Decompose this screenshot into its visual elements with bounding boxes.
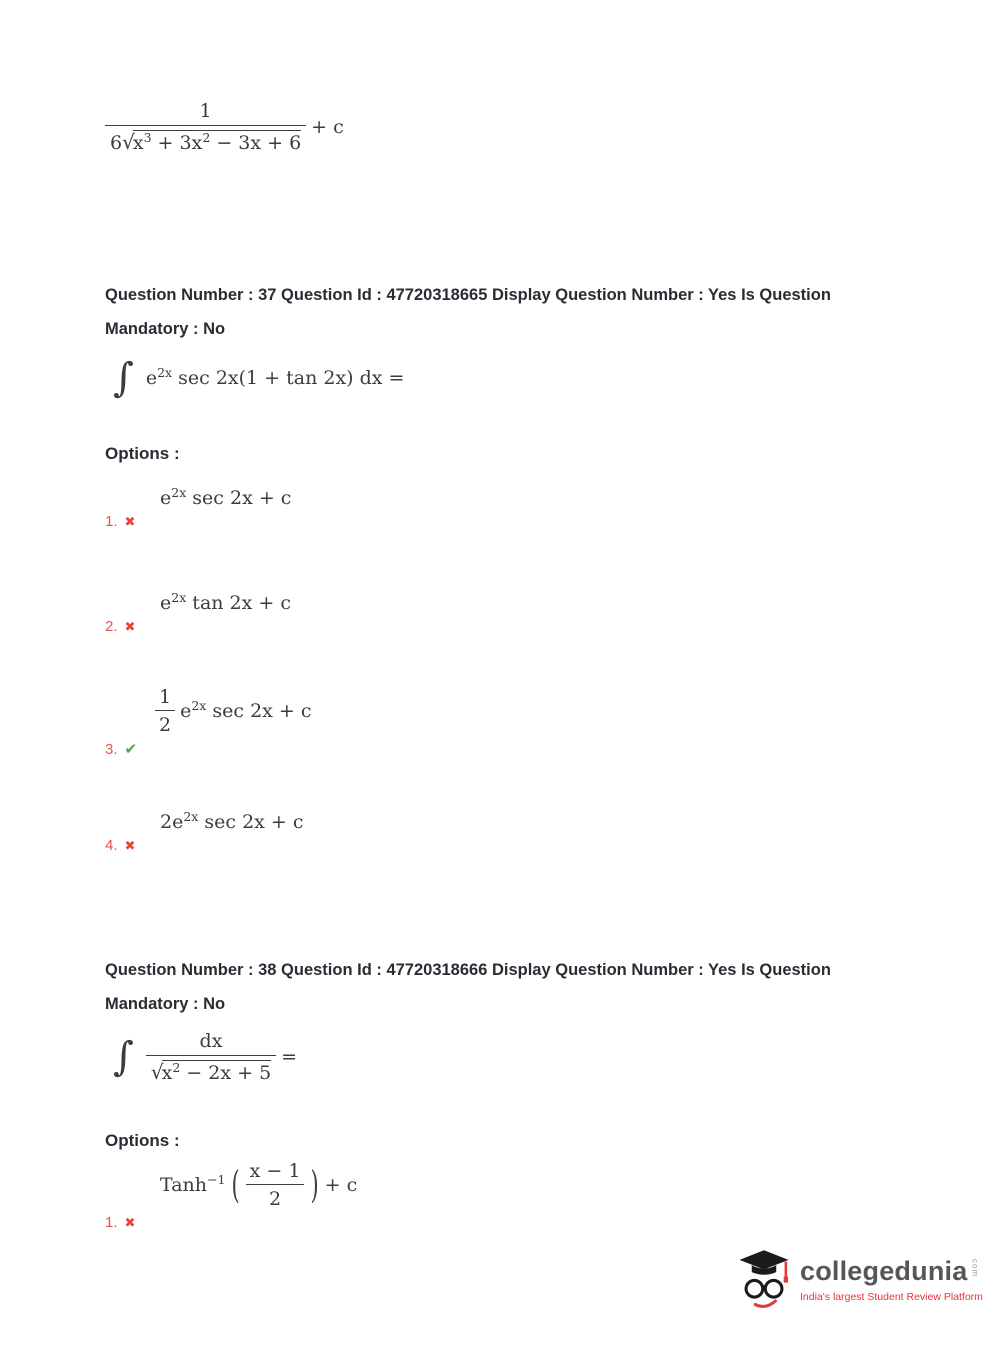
correct-mark-icon: ✔ (124, 741, 138, 758)
exponent: −1 (207, 1172, 226, 1187)
expression-rest: tan 2x + c (186, 592, 291, 614)
plus-c-term: + c (311, 116, 344, 138)
fraction (146, 1030, 276, 1084)
fraction-denominator: 2 (155, 710, 175, 736)
option-number: 4. (105, 837, 118, 854)
incorrect-mark-icon: ✖ (124, 838, 136, 853)
base: e (180, 700, 192, 722)
function-name (160, 1174, 225, 1196)
q37-option-4 (105, 811, 304, 854)
radical-sign: √ (150, 1060, 163, 1084)
expression-rest: sec 2x + c (206, 700, 312, 722)
left-paren: ( (231, 1163, 240, 1207)
base: e (160, 592, 172, 614)
q37-option-3 (105, 686, 312, 758)
function-label: Tanh (160, 1174, 207, 1196)
radicand-term: x (161, 1062, 173, 1084)
plus-c-term: + c (324, 1174, 358, 1196)
radicand-term: − 2x + 5 (180, 1062, 272, 1084)
integrand (146, 367, 405, 389)
integral-sign: ∫ (113, 355, 134, 401)
incorrect-mark-icon: ✖ (124, 514, 136, 529)
integral-sign: ∫ (113, 1034, 134, 1080)
fraction-numerator: dx (199, 1030, 223, 1052)
expression-rest: sec 2x + c (198, 811, 304, 833)
q37-option-2 (105, 592, 291, 635)
incorrect-mark-icon: ✖ (124, 619, 136, 634)
q38-options-label: Options : (105, 1131, 180, 1150)
fraction-denominator (105, 125, 306, 154)
fraction-numerator: 1 (199, 100, 212, 122)
brand-row (800, 1257, 983, 1287)
brand-name: collegedunia (800, 1256, 968, 1287)
equals-sign: = (281, 1046, 298, 1068)
question-37-header (105, 278, 831, 346)
expression-rest: sec 2x(1 + tan 2x) dx = (172, 367, 405, 389)
option-expression (160, 811, 304, 833)
radicand-term: − 3x + 6 (210, 132, 302, 154)
exponent: 2 (172, 1060, 181, 1075)
exponent: 2x (191, 698, 207, 713)
exponent: 2 (202, 130, 211, 145)
option-expression (160, 592, 291, 614)
right-paren: ) (310, 1163, 319, 1207)
option-number: 3. (105, 741, 118, 758)
base: 2e (160, 811, 184, 833)
denominator-coefficient: 6 (110, 132, 123, 154)
radicand-term: + 3x (151, 132, 203, 154)
graduation-cap-glasses-icon (736, 1246, 792, 1314)
fraction-numerator: 1 (159, 686, 172, 708)
q37-option-1 (105, 487, 291, 530)
option-expression (160, 1160, 357, 1210)
q37-options-label: Options : (105, 444, 180, 463)
question-38-header (105, 953, 831, 1021)
incorrect-mark-icon: ✖ (124, 1215, 136, 1230)
brand-tagline: India's largest Student Review Platform (800, 1290, 983, 1303)
exponent: 2x (157, 365, 173, 380)
option-expression (155, 686, 312, 736)
radicand (162, 1060, 272, 1084)
question-header-line2: Mandatory : No (105, 995, 226, 1013)
exponent: 2x (171, 485, 187, 500)
base: e (145, 367, 158, 389)
collegedunia-logo (736, 1246, 983, 1314)
option-result (105, 618, 291, 635)
exponent: 2x (171, 590, 187, 605)
brand-suffix: com (970, 1259, 980, 1278)
integrand (180, 700, 311, 722)
exponent: 2x (183, 809, 199, 824)
expression-rest: sec 2x + c (186, 487, 292, 509)
fraction (155, 686, 175, 736)
option-number: 1. (105, 513, 118, 530)
question-header-line1: Question Number : 38 Question Id : 47720318666 Display Question Number : Yes Is Question (105, 961, 831, 979)
option-result (105, 740, 312, 758)
question-header-line1: Question Number : 37 Question Id : 47720318665 Display Question Number : Yes Is Question (105, 286, 831, 304)
question-37-expression (113, 355, 405, 401)
question-header-line2: Mandatory : No (105, 320, 226, 338)
logo-text (800, 1257, 983, 1303)
option-result (105, 1214, 357, 1231)
radical-sign: √ (122, 130, 134, 154)
option-number: 2. (105, 618, 118, 635)
answer-expression (105, 100, 344, 154)
fraction-denominator (146, 1055, 276, 1084)
question-38-expression (113, 1030, 297, 1084)
fraction (246, 1160, 305, 1210)
fraction-denominator: 2 (246, 1184, 305, 1210)
fraction-numerator: x − 1 (249, 1160, 301, 1182)
option-number: 1. (105, 1214, 118, 1231)
option-result (105, 837, 304, 854)
radicand-term: x (132, 132, 144, 154)
option-expression (160, 487, 291, 509)
base: e (160, 487, 172, 509)
q38-option-1 (105, 1160, 357, 1231)
fraction (105, 100, 306, 154)
option-result (105, 513, 291, 530)
exponent: 3 (143, 130, 152, 145)
radicand (133, 130, 301, 154)
